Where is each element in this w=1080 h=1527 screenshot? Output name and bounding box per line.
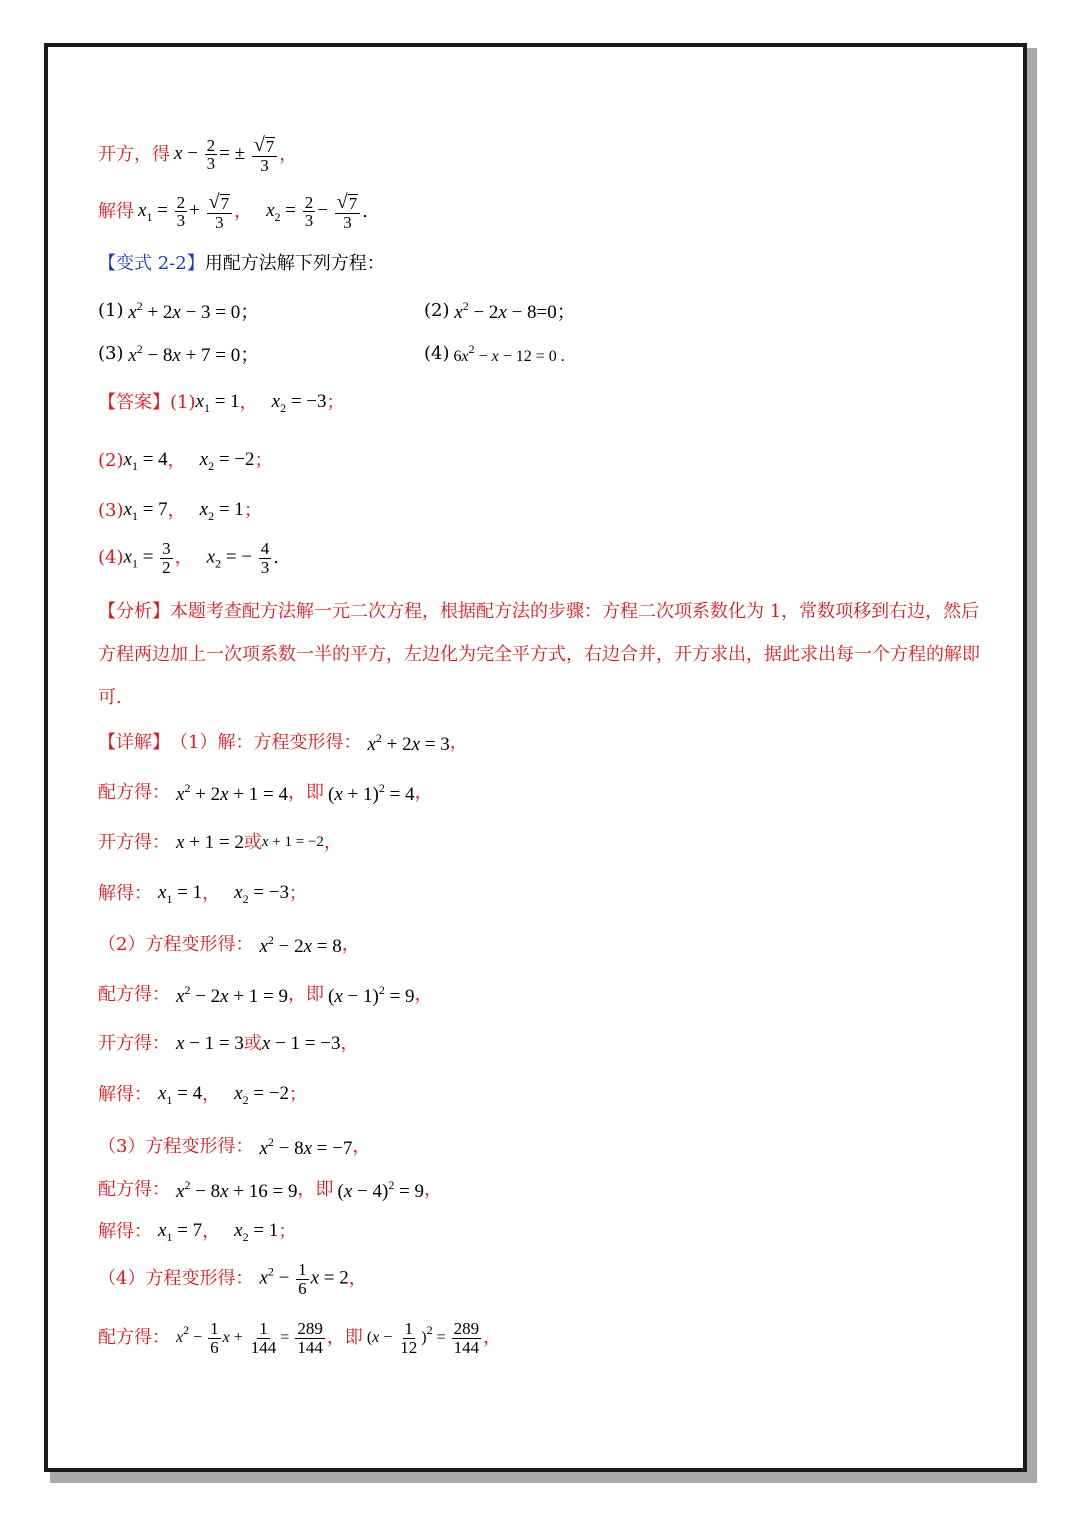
variant-tag: 【变式 2-2】 — [98, 253, 205, 274]
math: x − $\frac{2}{3}$ = ± √ 7 3 — [174, 135, 279, 175]
detail-2: （2）方程变形得： $x^2 - 2x = 8$ ， — [98, 933, 360, 957]
detail-2-peifang: 配方得： $x^2 - 2x + 1 = 9$ ， 即 $(x - 1)^2 = 9$ ， — [98, 983, 433, 1007]
math: $x_2$ = $\frac{2}{3}$ − √ 7 3 — [266, 192, 362, 232]
detail-1: 【详解】 （1）解：方程变形得： $x^2 + 2x = 3$ ， — [98, 731, 468, 755]
label: （4）方程变形得： — [98, 1268, 254, 1290]
analysis — [98, 590, 983, 719]
question-2 — [424, 300, 576, 322]
q-num: (1) — [98, 300, 124, 321]
label: 配方得： — [98, 1327, 170, 1349]
detail-1-peifang: 配方得： $x^2 + 2x + 1 = 4$ ， 即 $(x + 1)^2 = 4$ ， — [98, 781, 433, 805]
math: $x_2 = -2$ — [199, 449, 255, 473]
variant-text: 用配方法解下列方程： — [204, 253, 385, 274]
label: （2）方程变形得： — [98, 934, 254, 955]
math: $x^2 + 2x = 3$ — [367, 731, 450, 755]
math: $(x + 1)^2 = 4$ — [328, 781, 415, 805]
question-4 — [424, 343, 565, 365]
math: $x_2 = -3$ — [234, 882, 290, 906]
math: $x^2 - 2x - 8=0$； — [454, 299, 576, 323]
detail-3-jiede: 解得： $x_1 = 7$ ， $x_2 = 1$ ； — [98, 1220, 297, 1244]
detail-2-jiede: 解得： $x_1 = 4$ ， $x_2 = -2$ ； — [98, 1083, 308, 1107]
label: 或 — [243, 831, 262, 853]
detail-2-kaifang: 开方得： x − 1 = 3 或 x − 1 = −3 ， — [98, 1032, 359, 1054]
detail-text: （1）解：方程变形得： — [170, 732, 362, 753]
math: $x_1 = 1$ — [195, 391, 240, 415]
math: $x_1$ = $\frac{2}{3}$ + √ 7 3 — [138, 192, 234, 232]
answer-1: 【答案】 (1) $x_1 = 1$ ， $x_2 = -3$ ； — [98, 391, 345, 415]
detail-1-kaifang: 开方得： x + 1 = 2 或 x + 1 = −2 ， — [98, 831, 342, 853]
q-num: (4) — [98, 547, 124, 569]
label: 或 — [243, 1032, 262, 1054]
math: $x_1 = 1$ — [158, 882, 203, 906]
detail-4-peifang: 配方得： $x^2$ − $\frac{1}{6}$ x + $\frac{1}{144}$ = $\frac{289}{144}$ ， 即 (x − $\frac{1}{12}$ )$^2$ = $\frac{289}{144}$ ， — [98, 1319, 502, 1357]
math: $x_1 = 4$ — [123, 449, 168, 473]
detail-tag: 【详解】 — [98, 732, 170, 753]
math: $x^2$ − $\frac{1}{6}$ x = 2 — [259, 1260, 349, 1298]
answer-3: (3) $x_1 = 7$ ， $x_2 = 1$ ； — [98, 499, 262, 523]
label: 即 — [315, 1179, 334, 1200]
math: $6x^2 - x - 12 = 0$ . — [449, 342, 565, 365]
label: 解得： — [98, 1084, 152, 1105]
math: $(x - 1)^2 = 9$ — [328, 983, 415, 1007]
math: $(x - 4)^2 = 9$ — [337, 1178, 425, 1202]
label: 解得： — [98, 883, 152, 904]
q-num: (4) — [424, 343, 450, 364]
detail-1-jiede: 解得： $x_1 = 1$ ， $x_2 = -3$ ； — [98, 882, 308, 906]
question-1 — [98, 300, 259, 322]
math: x − 1 = −3 — [261, 1033, 341, 1054]
detail-4: （4）方程变形得： $x^2$ − $\frac{1}{6}$ x = 2 ， — [98, 1260, 367, 1298]
math: $x^2 - 8x = -7$ — [259, 1135, 353, 1159]
analysis-tag: 【分析】 — [98, 601, 170, 622]
math: (x − $\frac{1}{12}$ )$^2$ = $\frac{289}{144}$ — [366, 1319, 480, 1357]
label: 即 — [306, 984, 325, 1005]
math: $x^2$ − $\frac{1}{6}$ x + $\frac{1}{144}$ = $\frac{289}{144}$ — [176, 1319, 323, 1357]
label: 配方得： — [98, 782, 170, 803]
math: x + 1 = −2 — [261, 834, 324, 850]
answer-4: (4) $x_1$ = $\frac{3}{2}$ ， $x_2$ = − $\frac{4}{3}$ . — [98, 539, 280, 577]
math: $x^2 - 8x + 16 = 9$ — [176, 1178, 298, 1202]
math: $x_2 = 1$ — [234, 1220, 279, 1244]
math: $x_1 = 7$ — [123, 499, 168, 523]
line-jiede-1: 解得 $x_1$ = $\frac{2}{3}$ + √ 7 3 ， $x_2$ = $\frac{2}{3}$ − √ 7 3 . — [98, 191, 368, 232]
detail-3-peifang: 配方得： $x^2 - 8x + 16 = 9$ ， 即 $(x - 4)^2 = 9$ ， — [98, 1178, 443, 1202]
math: $x^2 - 2x + 1 = 9$ — [176, 983, 289, 1007]
answer-2: (2) $x_1 = 4$ ， $x_2 = -2$ ； — [98, 449, 273, 473]
math: $x_2 = -3$ — [271, 391, 327, 415]
math: $x_1 = 7$ — [158, 1220, 203, 1244]
answer-tag: 【答案】 — [98, 392, 170, 413]
q-num: (2) — [98, 450, 124, 471]
math: $x_1$ = $\frac{3}{2}$ — [123, 539, 171, 577]
math: $x^2 - 8x + 7 = 0$； — [128, 342, 260, 366]
question-3 — [98, 343, 259, 365]
label: 即 — [344, 1327, 363, 1349]
math: $x_1 = 4$ — [158, 1083, 203, 1107]
line-kaifang-de: 开方，得 x − $\frac{2}{3}$ = ± √ 7 3 ， — [98, 134, 298, 175]
label: 配方得： — [98, 1179, 170, 1200]
q-num: (3) — [98, 500, 124, 521]
q-num: (3) — [98, 343, 124, 364]
label: 开方得： — [98, 1032, 170, 1054]
math: $x_2 = -2$ — [234, 1083, 290, 1107]
label: 配方得： — [98, 984, 170, 1005]
math: $x^2 + 2x - 3 = 0$； — [128, 299, 260, 323]
label: 开方得： — [98, 831, 170, 853]
analysis-text: 本题考查配方法解一元二次方程，根据配方法的步骤：方程二次项系数化为 1，常数项移到右边，然后方程两边加上一次项系数一半的平方，左边化为完全平方式，右边合并，开方求出，据此求出每一个方程的解即可. — [98, 601, 980, 708]
math: x + 1 = 2 — [176, 832, 244, 853]
label: 解得： — [98, 1221, 152, 1242]
q-num: (2) — [424, 300, 450, 321]
math: x − 1 = 3 — [176, 1033, 244, 1054]
label: 即 — [306, 782, 325, 803]
math: $x_2$ = − $\frac{4}{3}$ — [206, 539, 270, 577]
math: $x^2 - 2x = 8$ — [259, 933, 342, 957]
q-num: (1) — [170, 392, 196, 413]
math: $x_2 = 1$ — [199, 499, 244, 523]
text: 开方，得 — [98, 143, 170, 165]
math: $x^2 + 2x + 1 = 4$ — [176, 781, 289, 805]
detail-3: （3）方程变形得： $x^2 - 8x = -7$ ， — [98, 1135, 371, 1159]
label: （3）方程变形得： — [98, 1136, 254, 1157]
text: 解得 — [98, 200, 134, 222]
variant-heading — [98, 255, 385, 273]
